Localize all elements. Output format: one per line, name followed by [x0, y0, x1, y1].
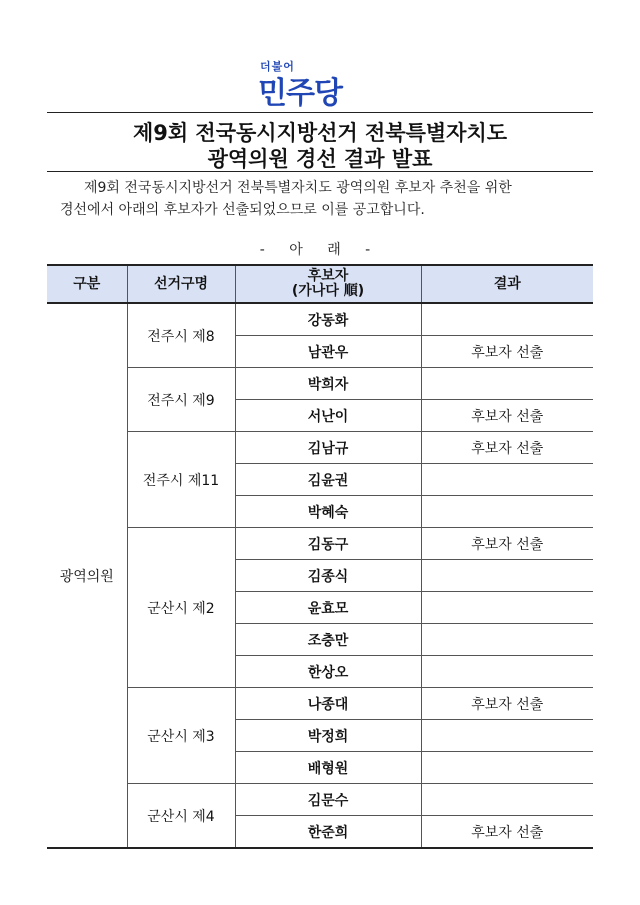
candidate-name-cell: 김종식 [235, 560, 421, 592]
result-cell [421, 784, 593, 816]
header-district: 선거구명 [127, 265, 235, 303]
intro-paragraph [60, 177, 580, 221]
table-row [47, 303, 593, 336]
table-header-row [47, 265, 593, 303]
table-row [47, 528, 593, 560]
header-category: 구분 [47, 265, 127, 303]
result-cell [421, 464, 593, 496]
result-cell [421, 656, 593, 688]
result-cell [421, 303, 593, 336]
district-cell: 전주시 제11 [127, 432, 235, 528]
page-title-line2: 광역의원 경선 결과 발표 [207, 147, 433, 171]
result-cell [421, 752, 593, 784]
result-cell [421, 624, 593, 656]
candidate-name-cell: 윤효모 [235, 592, 421, 624]
header-candidate-line2: (가나다 順) [291, 283, 365, 299]
candidate-name-cell: 서난이 [235, 400, 421, 432]
results-table [47, 264, 593, 849]
result-cell [421, 496, 593, 528]
result-cell: 후보자 선출 [421, 528, 593, 560]
header-result: 결과 [421, 265, 593, 303]
candidate-name-cell: 김남규 [235, 432, 421, 464]
header-candidate-line1: 후보자 [307, 268, 349, 284]
candidate-name-cell: 나종대 [235, 688, 421, 720]
district-cell: 전주시 제9 [127, 368, 235, 432]
result-cell [421, 592, 593, 624]
result-cell: 후보자 선출 [421, 688, 593, 720]
result-cell: 후보자 선출 [421, 432, 593, 464]
candidate-name-cell: 한상오 [235, 656, 421, 688]
header-candidate [235, 265, 421, 303]
candidate-name-cell: 박혜숙 [235, 496, 421, 528]
intro-line-2: 경선에서 아래의 후보자가 선출되었으므로 이를 공고합니다. [60, 202, 425, 218]
title-bottom-rule [47, 171, 593, 172]
district-cell: 군산시 제4 [127, 784, 235, 849]
category-cell: 광역의원 [47, 303, 127, 848]
title-top-rule [47, 112, 593, 113]
result-cell: 후보자 선출 [421, 400, 593, 432]
party-logo [258, 58, 382, 110]
district-cell: 전주시 제8 [127, 303, 235, 368]
candidate-name-cell: 김윤권 [235, 464, 421, 496]
candidate-name-cell: 한준희 [235, 816, 421, 849]
result-cell: 후보자 선출 [421, 336, 593, 368]
intro-line-1: 제9회 전국동시지방선거 전북특별자치도 광역의원 후보자 추천을 위한 [84, 180, 512, 196]
district-cell: 군산시 제3 [127, 688, 235, 784]
candidate-name-cell: 조충만 [235, 624, 421, 656]
candidate-name-cell: 박정희 [235, 720, 421, 752]
table-row [47, 688, 593, 720]
result-cell [421, 368, 593, 400]
result-cell [421, 720, 593, 752]
candidate-name-cell: 김문수 [235, 784, 421, 816]
logo-small-text: 더불어 [260, 60, 295, 73]
district-cell: 군산시 제2 [127, 528, 235, 688]
logo-big-text: 민주당 [258, 76, 342, 111]
page-title-line1: 제9회 전국동시지방선거 전북특별자치도 [132, 121, 508, 145]
notice-label: - 아 래 - [259, 242, 381, 258]
table-row [47, 784, 593, 816]
candidate-name-cell: 남관우 [235, 336, 421, 368]
result-cell: 후보자 선출 [421, 816, 593, 849]
table-row [47, 368, 593, 400]
results-body [47, 303, 593, 848]
candidate-name-cell: 강동화 [235, 303, 421, 336]
result-cell [421, 560, 593, 592]
candidate-name-cell: 배형원 [235, 752, 421, 784]
candidate-name-cell: 김동구 [235, 528, 421, 560]
candidate-name-cell: 박희자 [235, 368, 421, 400]
table-row [47, 432, 593, 464]
